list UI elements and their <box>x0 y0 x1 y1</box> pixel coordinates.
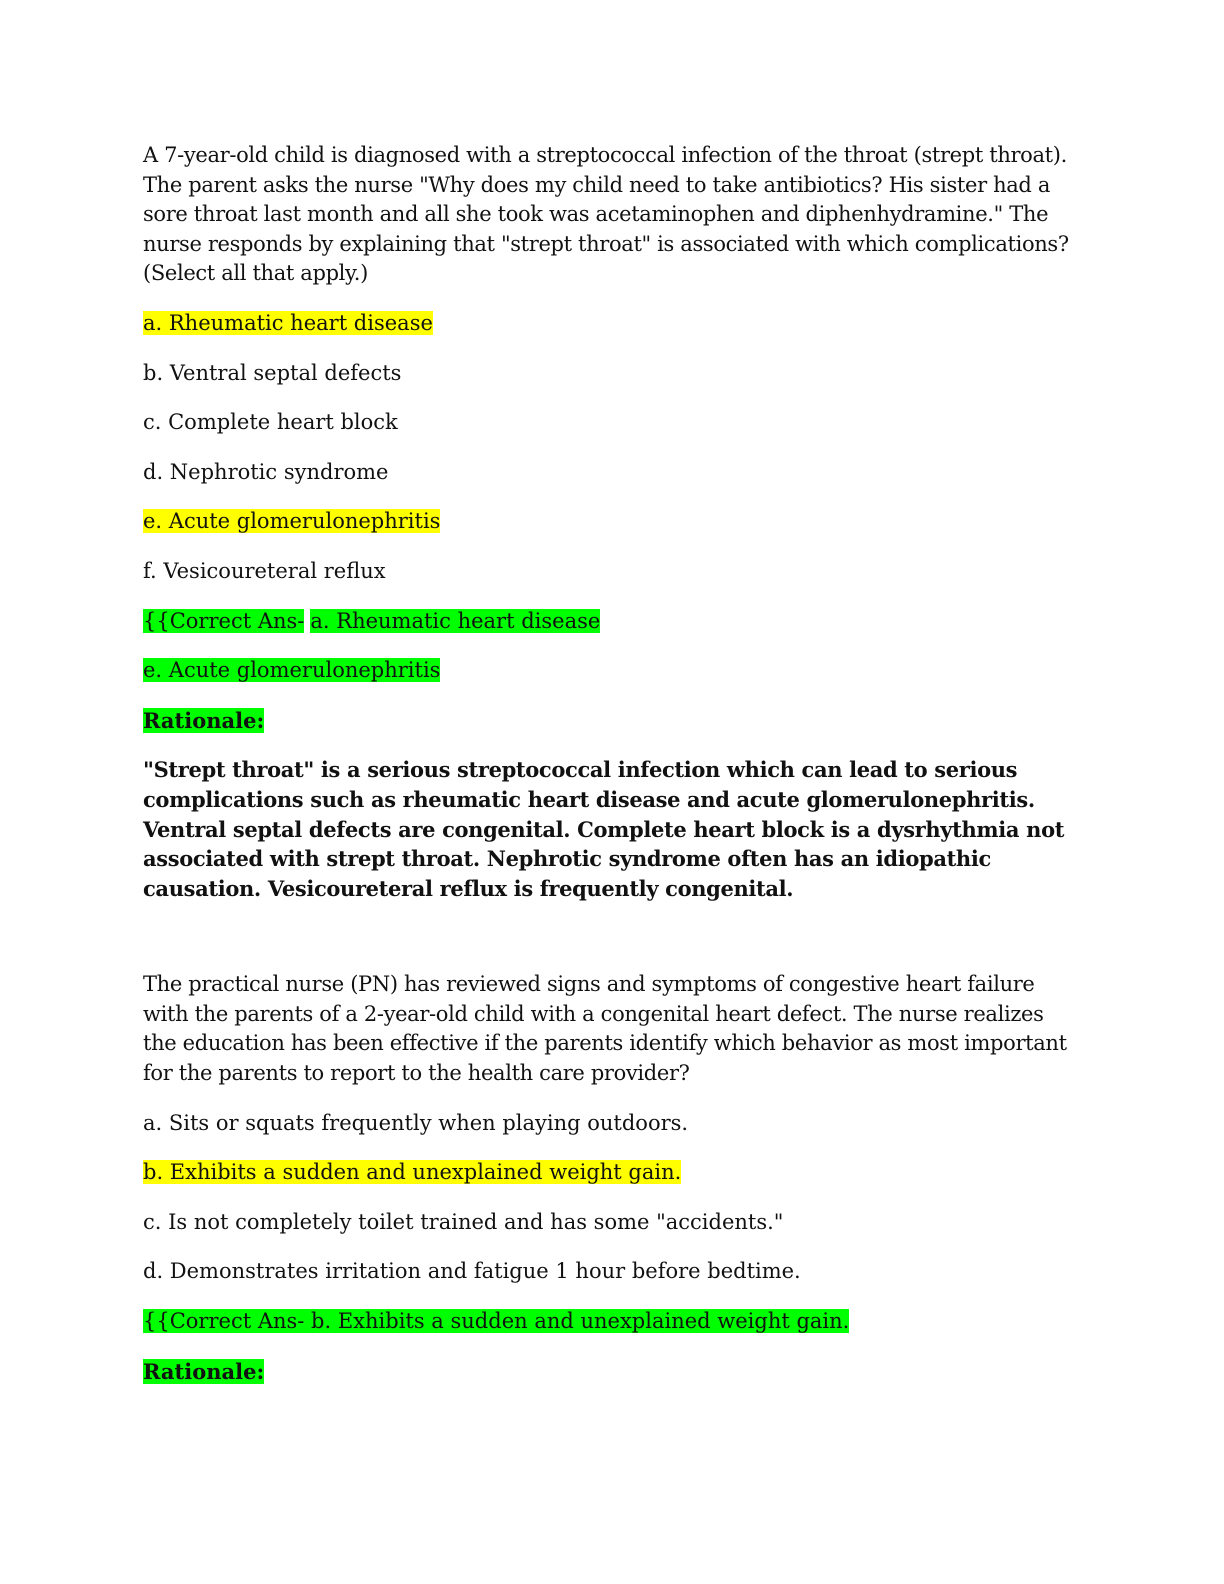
correct-answer-line-2: e. Acute glomerulonephritis <box>143 658 441 683</box>
option-e-highlight: e. Acute glomerulonephritis <box>143 509 441 534</box>
rationale-label: Rationale: <box>143 707 265 733</box>
question-1-option-f: f. Vesicoureteral reflux <box>143 558 386 583</box>
option-b-highlight: b. Exhibits a sudden and unexplained weight gain. <box>143 1160 682 1185</box>
question-2-stem: The practical nurse (PN) has reviewed signs and symptoms of congestive heart failure with the parents of a 2-year-old child with a congenital heart defect. The nurse realizes the education has been effective if the parents identify which behavior as most important for the parents to report to the health care provider? <box>143 972 1067 1086</box>
question-1-option-c: c. Complete heart block <box>143 410 398 435</box>
question-1-option-a <box>143 309 1078 339</box>
correct-answer-line: {{Correct Ans- b. Exhibits a sudden and unexplained weight gain. <box>143 1309 850 1334</box>
question-1-option-e <box>143 507 1078 537</box>
question-1-correct-answer-2 <box>143 656 1078 686</box>
question-2-option-a: a. Sits or squats frequently when playing outdoors. <box>143 1110 689 1135</box>
question-1-option-b: b. Ventral septal defects <box>143 360 402 385</box>
correct-answer-line-1: a. Rheumatic heart disease <box>310 608 601 633</box>
question-1-stem: A 7-year-old child is diagnosed with a streptococcal infection of the throat (strept throat). The parent asks the nurse "Why does my child need to take antibiotics? His sister had a sore throat last month and all she took was acetaminophen and diphenhydramine." The nurse responds by explaining that "strept throat" is associated with which complications? (Select all that apply.) <box>143 143 1069 286</box>
document-page <box>143 141 1078 1386</box>
question-2-option-b <box>143 1158 1078 1188</box>
rationale-label: Rationale: <box>143 1358 265 1384</box>
question-2 <box>143 970 1078 1386</box>
question-2-option-c: c. Is not completely toilet trained and has some "accidents." <box>143 1209 784 1234</box>
question-1 <box>143 141 1078 903</box>
question-1-correct-answer <box>143 607 1078 637</box>
question-1-rationale-text: "Strept throat" is a serious streptococcal infection which can lead to serious complications such as rheumatic heart disease and acute glomerulonephritis. Ventral septal defects are congenital. Complete heart block is a dysrhythmia not associated with strept throat. Nephrotic syndrome often has an idiopathic causation. Vesicoureteral reflux is frequently congenital. <box>143 757 1065 901</box>
question-1-option-d: d. Nephrotic syndrome <box>143 459 389 484</box>
question-1-rationale-heading <box>143 706 1078 736</box>
option-a-highlight: a. Rheumatic heart disease <box>143 310 433 335</box>
question-2-correct-answer <box>143 1307 1078 1337</box>
question-2-option-d: d. Demonstrates irritation and fatigue 1 hour before bedtime. <box>143 1259 801 1284</box>
question-2-rationale-heading <box>143 1357 1078 1387</box>
correct-answer-prefix: {{Correct Ans- <box>143 608 305 633</box>
